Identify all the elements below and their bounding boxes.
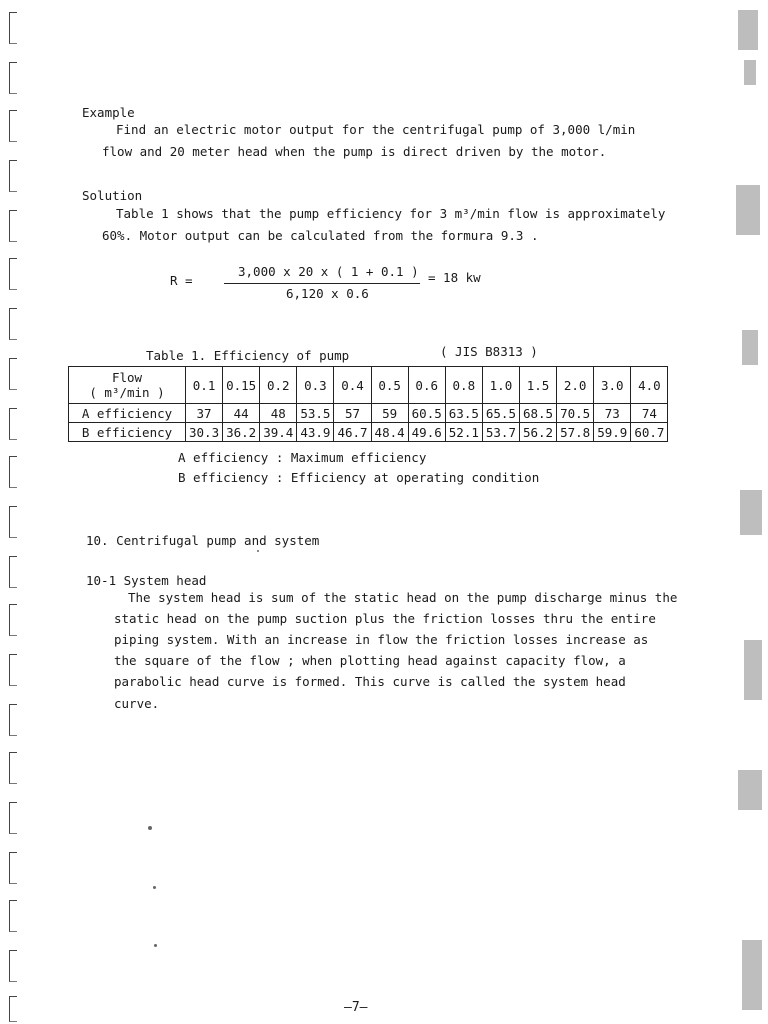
flow-cell: 1.5	[519, 367, 556, 404]
table-cell: 46.7	[334, 423, 371, 442]
row-label: A efficiency	[69, 404, 186, 423]
table-cell: 43.9	[297, 423, 334, 442]
table-cell: 73	[594, 404, 631, 423]
binder-bracket	[9, 852, 17, 884]
table-caption: Table 1. Efficiency of pump	[146, 348, 350, 363]
table-cell: 52.1	[445, 423, 482, 442]
table-cell: 53.5	[297, 404, 334, 423]
table-cell: 36.2	[223, 423, 260, 442]
paragraph-line: the square of the flow ; when plotting head against capacity flow, a	[114, 653, 626, 668]
paragraph-line: curve.	[114, 696, 160, 711]
table-cell: 60.7	[631, 423, 668, 442]
efficiency-table	[68, 366, 668, 442]
solution-heading: Solution	[82, 188, 143, 203]
fraction-bar	[224, 283, 420, 284]
legend-b: B efficiency : Efficiency at operating condition	[178, 470, 540, 485]
table-header-row	[69, 367, 668, 404]
flow-header-cell	[69, 367, 186, 404]
paragraph-line: parabolic head curve is formed. This curve is called the system head	[114, 674, 626, 689]
scan-speck	[257, 550, 259, 552]
table-cell: 59.9	[594, 423, 631, 442]
table-cell: 57	[334, 404, 371, 423]
flow-cell: 0.15	[223, 367, 260, 404]
scan-speck	[153, 886, 156, 889]
legend-a: A efficiency : Maximum efficiency	[178, 450, 427, 465]
binder-bracket	[9, 752, 17, 784]
subsection-heading: 10-1 System head	[86, 573, 207, 588]
example-line-2: flow and 20 meter head when the pump is direct driven by the motor.	[102, 144, 607, 159]
scan-speck	[154, 944, 157, 947]
formula-lhs: R =	[170, 273, 193, 288]
example-line-1: Find an electric motor output for the centrifugal pump of 3,000 l/min	[116, 122, 636, 137]
binder-bracket	[9, 900, 17, 932]
formula-result: = 18 kw	[428, 270, 481, 285]
binder-bracket	[9, 308, 17, 340]
flow-cell: 0.8	[445, 367, 482, 404]
binder-bracket	[9, 160, 17, 192]
binder-bracket	[9, 62, 17, 94]
table-cell: 53.7	[482, 423, 519, 442]
table-row-b	[69, 423, 668, 442]
flow-cell: 0.3	[297, 367, 334, 404]
flow-unit: ( m³/min )	[89, 385, 165, 400]
table-cell: 60.5	[408, 404, 445, 423]
binder-bracket	[9, 506, 17, 538]
binder-bracket	[9, 950, 17, 982]
paragraph-line: piping system. With an increase in flow the friction losses increase as	[114, 632, 649, 647]
flow-cell: 0.1	[186, 367, 223, 404]
paragraph-line: static head on the pump suction plus the friction losses thru the entire	[114, 611, 656, 626]
binder-bracket	[9, 110, 17, 142]
table-cell: 48.4	[371, 423, 408, 442]
table-cell: 70.5	[557, 404, 594, 423]
row-label: B efficiency	[69, 423, 186, 442]
table-cell: 37	[186, 404, 223, 423]
binder-bracket	[9, 802, 17, 834]
table-cell: 65.5	[482, 404, 519, 423]
table-cell: 44	[223, 404, 260, 423]
scan-speck	[148, 826, 152, 830]
paragraph-line: The system head is sum of the static head on the pump discharge minus the	[128, 590, 678, 605]
flow-cell: 0.4	[334, 367, 371, 404]
scan-edge-noise	[730, 0, 768, 1024]
binder-bracket	[9, 996, 17, 1022]
table-cell: 74	[631, 404, 668, 423]
example-heading: Example	[82, 105, 135, 120]
table-cell: 49.6	[408, 423, 445, 442]
page-number: —7—	[344, 1000, 368, 1015]
table-cell: 30.3	[186, 423, 223, 442]
binder-bracket	[9, 556, 17, 588]
flow-cell: 0.5	[371, 367, 408, 404]
table-standard: ( JIS B8313 )	[440, 344, 538, 359]
table-cell: 63.5	[445, 404, 482, 423]
binder-bracket	[9, 456, 17, 488]
flow-cell: 1.0	[482, 367, 519, 404]
solution-line-1: Table 1 shows that the pump efficiency for 3 m³/min flow is approximately	[116, 206, 666, 221]
binder-bracket	[9, 408, 17, 440]
flow-cell: 2.0	[557, 367, 594, 404]
table-cell: 39.4	[260, 423, 297, 442]
table-row-a	[69, 404, 668, 423]
flow-cell: 4.0	[631, 367, 668, 404]
binder-bracket	[9, 258, 17, 290]
flow-cell: 3.0	[594, 367, 631, 404]
solution-line-2: 60%. Motor output can be calculated from the formura 9.3 .	[102, 228, 539, 243]
binder-bracket	[9, 12, 17, 44]
table-cell: 59	[371, 404, 408, 423]
flow-cell: 0.2	[260, 367, 297, 404]
binder-bracket	[9, 358, 17, 390]
table-cell: 48	[260, 404, 297, 423]
table-cell: 57.8	[557, 423, 594, 442]
table-cell: 68.5	[519, 404, 556, 423]
flow-cell: 0.6	[408, 367, 445, 404]
binder-bracket	[9, 210, 17, 242]
formula-numerator: 3,000 x 20 x ( 1 + 0.1 )	[238, 264, 419, 279]
binder-bracket	[9, 604, 17, 636]
formula-denominator: 6,120 x 0.6	[286, 286, 369, 301]
table-cell: 56.2	[519, 423, 556, 442]
section-heading: 10. Centrifugal pump and system	[86, 533, 320, 548]
flow-label: Flow	[111, 370, 143, 385]
binder-bracket	[9, 654, 17, 686]
binder-bracket	[9, 704, 17, 736]
